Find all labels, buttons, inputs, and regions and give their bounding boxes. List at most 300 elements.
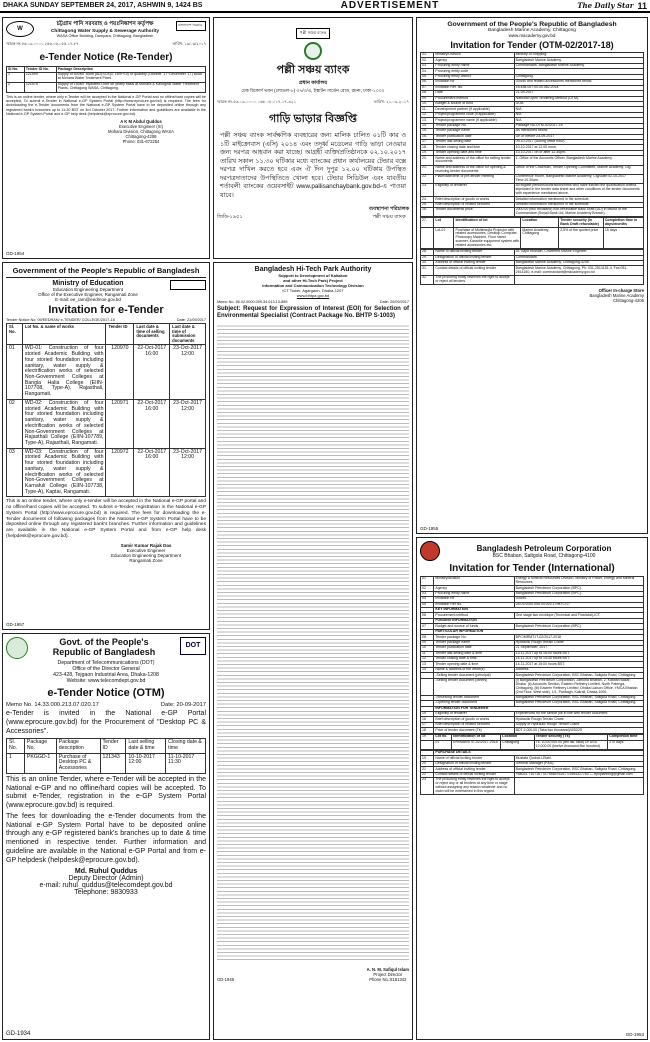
table-cell: 22-Oct-2017 16:00 [134,345,170,399]
moe-sign-name: Samir Kumar Rajak Das [120,542,172,548]
table-row [421,728,644,733]
htpa-date: Date: 20/09/2017 [379,300,409,304]
telecom-ad [2,633,210,1040]
wasa-bn-title: চট্টগ্রাম পানি সরবরাহ ও পয়ঃনিষ্কাশন কর্তৃপক্ষ [56,21,154,27]
table-cell: 08. [421,91,434,96]
wasa-date: তারিখ: ১৯/০৯/২০১৭ [172,42,206,46]
table-cell: The procuring entity reserves the right to accept or reject any or all tenders at any time or stage without assigning any reason whatever and no claim will be entertained in this regard. [434,778,514,795]
table-cell: PARTICULAR INFORMATION [434,629,644,634]
table-header: Lot No. & name of works [22,324,106,345]
wasa-logo-icon: W [6,21,34,37]
mma-title: Invitation for Tender (OTM-02/2017-18) [450,40,614,50]
table-header: Tender security (in Bank Draft refundable) [559,218,604,228]
table-cell: Place/date/time of pre-tender meeting [434,174,514,183]
table-cell: Commandant. [514,255,643,260]
palli-name: পল্লী সঞ্চয় ব্যাংক [276,64,350,76]
wasa-address: WASA Office Building, Dampara, Chittagong, Bangladesh [56,34,154,38]
table-cell: Brief description of related services [434,202,514,207]
table-header: Location [521,218,559,228]
bpc-lot-table [420,734,644,750]
palli-ad [213,17,413,259]
table-cell: Conference Room, Bangladesh Marine Academy, Ctg/Date:02-10-2017 Time:10.30am. [514,174,643,183]
table-cell: Bangladesh Petroleum Corporation, BSC Bhaban, Saltgola Road, Chittagong. [514,695,643,700]
table-cell: Procurement method [434,96,514,101]
table-cell: 20. [421,156,434,165]
table-cell: 15 days [603,228,643,249]
table-header: Tender ID [106,324,134,345]
table-cell: 1 [7,753,25,773]
wasa-sign-name: A K M Abdul Quddus [120,119,162,125]
table-cell: 25. [421,202,434,207]
table-cell: 120970 [106,345,134,399]
table-cell: Bangladesh Petroleum Corporation (BPC). [514,591,643,596]
table-cell: Development partner (if applicable) [434,107,514,112]
table-cell: Ministry/division [434,577,514,586]
htpa-sub4: ICT Tower, Agargaon, Dhaka-1207 [282,288,344,293]
table-cell: 09 [421,640,434,645]
table-cell: Ministry/Division [434,53,514,58]
table-cell: 02 [7,399,23,448]
table-row [421,577,644,586]
table-cell: WD-01: Construction of four storied Academic Building with four storied foundation including sanitary, water supply & electrification works of selected Non-Government Colleges at Bangla Halia College (EIIN-107708, Type-A), Rajasthali, Rangamati. [22,345,106,399]
table-cell: 14-11-2017 at 15:00 hours BST. [514,662,643,667]
table-cell: Tender package name [434,129,514,134]
table-cell: FUNDING INFORMATION [434,618,644,623]
table-cell: Bangladesh Marine Academy, Chittagong, Ph: 031-2514151-4, Fax:031-2514180, e-mail: commandant@macademy.gov.bd [514,266,643,275]
table-cell: N/A [514,112,643,117]
mma-lot-table [420,217,644,249]
table-cell: N/A [514,107,643,112]
table-cell: Contact details of official inviting tender [434,266,514,275]
table-cell: Goods and related accessories mentioned below. [514,80,643,85]
htpa-sub3: Information and Communication Technology Division [262,283,364,288]
telecom-dept: Department of Telecommunications (DOT) [57,660,155,666]
telecom-memo: Memo No. 14.33.000.213.07.020.17 [6,702,99,708]
table-cell: 15. [421,129,434,134]
table-cell: Goods. [514,597,643,602]
table-cell: Tk. 10,00,000.00 (ten lac Taka) Or USD 12,000.00 (twelve thousand five hundred) [534,740,608,749]
table-row [421,275,644,284]
telecom-sign-title: Deputy Director (Admin) [68,875,144,883]
table-cell: PURCHASE DETAILS [434,750,644,755]
telecom-gd: GD-1934 [6,1031,31,1037]
table-row [7,753,206,773]
table-cell: 18.458.007.00.00.082.2014 [514,85,643,90]
bangladesh-emblem-icon [6,637,28,659]
table-header: Package Description [56,67,205,73]
table-row [421,740,644,749]
table-cell: 121599 [24,72,56,82]
table-cell: 23. [421,184,434,197]
mma-sign-label: Officer In-charge Store [598,288,644,294]
wasa-table [6,66,206,93]
table-cell [421,740,434,749]
table-header: Identification of lot [452,734,501,740]
table-cell: Procuring entity name [434,63,514,68]
table-header: Tender ID No. [24,67,56,73]
table-cell: Tender package name [434,640,514,645]
table-row [421,778,644,795]
table-cell: Price of tender document (Tk) [434,728,514,733]
table-cell: Project/programme code (if applicable) [434,112,514,117]
table-cell: 27. [421,218,434,228]
palli-slogan-box: পল্লী সঞ্চয় ব্যাংক [296,28,331,39]
table-header: Sl No. [7,67,25,73]
telecom-web: Website: www.telecomdept.gov.bd [66,678,146,684]
telecom-office: Office of the Director General [72,666,140,672]
table-row [421,228,644,249]
table-row [421,678,644,695]
moe-table [6,323,206,497]
palli-sign: ব্যবস্থাপনা পরিচালক [369,206,409,212]
table-cell: 19. [421,150,434,155]
table-cell: Procuring entity code [434,69,514,74]
wasa-memo: স্মারক নং-৪৬.০৯.০০০০.২৫৬.০৬.০৫৫.১৭-৮৭ [6,42,79,46]
table-cell: 23-Oct-2017 12:00 [170,399,206,448]
wasa-ad [2,17,210,259]
wasa-sign-dept: Mohara Division, Chittagong WASA [108,129,174,135]
table-cell: 31. [421,266,434,275]
bangla-label-box: বাংলাদেশ সরকার [176,21,206,31]
telecom-addr: 423-428, Tejgaon Industrial Area, Dhaka-1208 [53,672,159,678]
palli-address: চেক রিকোর্স ভবন (লেভেল-৮) ৩৭/৩/এ, ইস্কাটন গার্ডেন রোড, রমনা, ঢাকা-১০০০ [241,88,385,93]
table-cell: Name & address of the office(s) [434,667,514,672]
moe-title: Invitation for e-Tender [48,304,164,316]
table-cell: 20 [421,761,434,766]
table-cell: Tender opening date and time [434,150,514,155]
table-cell: Bangladesh Marine Academy, Chittagong-4206. [514,261,643,266]
table-cell: 01 [7,345,23,399]
table-cell: 14. [421,123,434,128]
table-cell: 23-Oct-2017 12:00 [170,345,206,399]
moe-email: E-mail: ee_ram@eedmoe.gov.bd [55,297,121,302]
table-row [421,156,644,165]
table-cell: 19 [421,734,434,740]
table-row [7,399,206,448]
table-header: Identification of lot [454,218,521,228]
table-cell: Designation of official inviting tender [434,255,514,260]
bpc-org: Bangladesh Petroleum Corporation [476,543,612,553]
table-cell: Address of official inviting tender [434,261,514,266]
table-cell: 13 [421,662,434,667]
palli-sign2: পল্লী সঞ্চয় ব্যাংক [372,214,406,220]
table-cell: 2.5% of the quoted price [559,228,604,249]
mma-table [420,52,644,217]
mma-sign-city: Chittagong-4206 [613,298,644,304]
table-cell: One stage two envelope (Technical and Financial)-ICT. [514,613,643,618]
table-cell: 15 [421,712,434,717]
htpa-ad [213,262,413,1040]
table-cell: Hydraulic Rough Terrain Crane. [514,640,643,645]
dot-logo-icon: DOT [180,637,206,655]
table-cell: Brief description of goods or works [434,197,514,202]
table-cell: Chittagong [501,740,534,749]
moe-gov: Government of the People's Republic of Bangladesh [12,266,200,275]
telecom-gov: Govt. of the People's [59,637,149,647]
table-cell: Bangladesh Petroleum Corporation (BPC). [514,586,643,591]
table-cell: Agency [434,586,514,591]
table-cell: Package No-OTM-02/2017-18 [514,123,643,128]
moe-office: Office of the Executive Engineer, Rangamati Zone [38,292,138,297]
telecom-title: e-Tender Notice (OTM) [47,687,165,699]
table-cell: 02 [421,586,434,591]
table-cell: 26. [421,208,434,217]
table-cell [514,778,643,795]
page-header [0,0,650,13]
table-cell: Budget and source of funds [434,624,514,629]
table-cell: (i) Bangladesh Petroleum Corporation, Jamuna Bhaban, 2, Karwan Bazar, Dhaka. (ii) Accounts Section, Eastern Refinery Limited, North Patenga, Chittagong. (iii) Eastern Refinery Limited, Dhaka Liaison Office, YMCA Bhaban (2nd Floor, West side), 1/1, Paribagh, Kakrail, Dhaka-1000. [514,678,643,695]
table-cell: Office of the Chairman, Tender Opening Committee, Marine Academy, Ctg. [514,165,643,174]
table-cell: Agency [434,58,514,63]
table-cell: 10 [421,646,434,651]
table-cell: 121575 [24,82,56,92]
table-cell: 270 days [608,740,644,749]
table-cell: 12. [421,112,434,117]
table-cell: -Selling tender document (principal) [434,673,514,678]
table-cell: 05. [421,74,434,79]
htpa-web: www.bhtpa.gov.bd [296,293,330,298]
table-header: Lot [434,218,454,228]
table-cell: KEY INFORMATION [434,608,644,613]
table-cell: -Receiving tender document [434,695,514,700]
table-cell: Eligibility of tenderer [434,712,514,717]
table-header: Last date & time of selling documents [134,324,170,345]
header-dateline: DHAKA SUNDAY SEPTEMBER 24, 2017, ASHWIN 9, 1424 BS [3,2,203,9]
table-cell: Invitation Ref. No. [434,85,514,90]
table-cell: 1. Office of the Accounts Officer, Bangladesh Marine Academy. [514,156,643,165]
htpa-sign-title: Project Director [373,972,403,978]
table-cell: All eligible persons/contractors/firms who have fulfilled the qualification criteria stipulated in the tender data sheet and other conditions of the tender documents with experience mentioned above. [514,184,643,197]
table-cell [421,678,434,695]
htpa-body-filler [217,323,409,963]
table-header: Tender security (Tk) [534,734,608,740]
table-cell: 04. [421,69,434,74]
table-cell: Contact details of official inviting tender [434,772,514,777]
table-cell: 18 [421,728,434,733]
telecom-body2: The fees for downloading the e-Tender documents from the National e-GP System Portal have to be deposited online through any e-GP registered bank's branches up to date & time mentioned in respective tender. Further information and guideline are available in the National e-GP Portal and from e-GP helpdesk (helpdesk@eprocure.gov.bd). [6,812,206,864]
htpa-subject: Subject: Request for Expression of Interest (EOI) for Selection of Environmental Specialist (Contract Package No. BHTP S-1003) [217,306,409,320]
table-cell: Invitation for [434,80,514,85]
table-row [421,266,644,275]
telecom-intro: e-Tender is invited in the National e-GP Portal (www.eprocure.gov.bd) for the Procurement of "Desktop PC & Accessories". [6,710,206,735]
table-cell: Name of official inviting tender [434,756,514,761]
htpa-gd: GD-1949 [217,977,234,983]
table-cell: 05 [421,602,434,607]
table-cell: Tender documents price [434,208,514,217]
moe-sign-zone: Rangamati Zone [129,557,163,563]
table-cell: 18. [421,145,434,150]
moe-date: Date: 21/09/2017 [176,318,206,322]
table-cell: Supply of 500MT Alum (Al2(SO4)3, 16%+Ol) or quantity (October '17~December '17) stock at Mohara Water Treatment Plant. [56,72,205,82]
htpa-org: Bangladesh Hi-Tech Park Authority [254,266,372,273]
table-cell: Commandant, Bangladesh Marine Academy. [514,63,643,68]
table-cell: 24. [421,197,434,202]
table-cell: Dr. Sajid Hussain, Chartered Marine Engineer. [514,250,643,255]
moe-slogan-box [170,280,206,290]
palli-memo: স্মারক নং-৫৩.০৯.০০০০.০৬৮.০৮.০১৭.১৭-৩২১ [217,99,296,104]
table-row [7,448,206,497]
table-row [421,208,644,217]
palli-logo-icon [304,42,322,60]
table-header: Lot no. [434,734,452,740]
table-cell: Invitation Ref No. [434,602,514,607]
table-cell: 07. [421,85,434,90]
moe-ref: Tender Notice No: 09/EEDRAN/ e-TENDER/ COLLEGE/2017-18 [6,318,115,322]
table-cell: Designation of official inviting tender [434,761,514,766]
table-cell: -Selling tender document (others) [434,678,514,695]
table-cell: 22-Oct-2017 16:00 [134,399,170,448]
bpc-logo-icon [420,541,440,561]
table-cell: 09-10-2017 (During office hour). [514,140,643,145]
table-cell: 120972 [106,448,134,497]
header-section: ADVERTISEMENT [340,0,440,11]
page-number: 11 [637,0,647,11]
table-cell: Mustafa Qudrat-I-Elahi. [514,756,643,761]
table-cell: 08 [421,635,434,640]
table-cell: Tender opening date & time [434,662,514,667]
table-cell: Purchase of Multimedia Projector with related accessories, Desktop Computer, Photocopy Machine, Floor stand scanner, Karaoke equipment system with related accessories etc. [455,227,520,248]
telecom-date: Date: 20-09-2017 [160,702,206,708]
table-cell: 30. [421,261,434,266]
table-row [7,345,206,399]
table-cell: Address [514,667,643,672]
table-cell: 2000.00 (two thousand) non-refundable Bank Draft (DD) in favour of the Commandant (Sonali Bank Ltd, Marine Academy Branch). [514,208,643,217]
table-cell: 2 [7,82,25,92]
table-cell: Tender package No. [434,123,514,128]
table-row [7,72,206,82]
table-cell: 17. [421,140,434,145]
table-cell: BDT 2,000.00 (Taka two thousand)/USD25 [514,728,643,733]
table-header: Completion time in days/months [603,218,643,228]
table-cell: 07 [421,624,434,629]
mma-sign-org: Bangladesh Marine Academy [589,293,644,299]
table-cell: 10-10-2017 at 12.00 noon. [514,145,643,150]
wasa-sign-title: Executive Engineer (XI) [119,124,163,130]
bpc-gd: GD-1953 [625,1032,644,1037]
table-cell: 23-Oct-2017 12:00 [170,448,206,497]
table-cell: 10. [421,101,434,106]
moe-gd: GD-1957 [6,622,25,627]
table-cell: Name and address of the office for opening & receiving tender documents [434,165,514,174]
table-cell: 17 [421,722,434,727]
table-cell: Eligibility of tenderer [434,184,514,197]
table-cell: Experienced for the similar job in line with tender document. [514,712,643,717]
table-cell: Procuring entity district [434,74,514,79]
table-cell: Procurement method [434,613,514,618]
table-cell [514,275,643,284]
bpc-table [420,576,644,734]
table-cell: 10-10-2017 12:00 [126,753,166,773]
newspaper-logo: The Daily Star [577,1,634,10]
table-cell: 16 [421,717,434,722]
table-cell: Purchase of Desktop PC & Accessories [56,753,100,773]
table-cell: Detailed information mentioned in the schedule. [514,197,643,202]
telecom-table [6,738,206,774]
telecom-email: e-mail: ruhul_quddus@telecomdept.gov.bd [39,882,173,890]
table-cell: 06. [421,80,434,85]
table-cell: Tender publication date [434,134,514,139]
table-cell: 22-Oct-2017 16:00 [134,448,170,497]
table-cell: Hydraulic Rough Terrain Crane. [514,717,643,722]
table-cell: Tender last selling date [434,140,514,145]
table-cell: 121343 [100,753,126,773]
table-cell: 29. [421,255,434,260]
table-cell: 32. [421,275,434,284]
wasa-title: e-Tender Notice (Re-Tender) [39,52,173,63]
table-cell: 19 [421,756,434,761]
wasa-sign-phone: Phone: 031-672254 [122,139,160,145]
table-cell: Supply of Hydraulic Rough Terrain Crane. [514,722,643,727]
table-cell: 12 [421,656,434,661]
table-cell: General Manager (P&D). [514,761,643,766]
table-row [421,174,644,183]
moe-body: This is an online tender, where only e-tender will be accepted in the National e-GP portal and no offline/hard copies will be accepted. To submit e-Tender, registration in the National e-GP System Portal (http://www.eprocure.gov.bd) is required. The fees for downloading the e-Tender documents of following packages from the National e-GP System Portal have to be deposited online through any registered bank's branches. Further information and guidelines are available in the National e-GP System Portal and from e-GP help desk (helpdesk@eprocure.gov.bd). [6,499,206,539]
table-cell: 11. [421,107,434,112]
telecom-gov2: Republic of Bangladesh [52,647,156,657]
table-cell: 21 [421,767,434,772]
table-cell: 22. [421,174,434,183]
table-cell: +88031 710716 / 01755657626 / 01554317763 — bpcplanning@gmail.com [514,772,643,777]
table-header: Sl. No. [7,324,23,345]
table-cell: Bangladesh Petroleum Corporation, BSC Bhaban, Saltgola Road, Chittagong. [514,767,643,772]
table-cell: Bangladesh Marine Academy. [514,58,643,63]
table-header: Package description [56,739,100,753]
table-cell: 01 [434,740,452,749]
htpa-sub2: and other Hi-Tech Park) Project [283,278,343,283]
table-row [421,165,644,174]
telecom-sign-name: Md. Ruhul Quddus [74,868,138,876]
table-cell: -Opening tender document [434,701,514,706]
moe-dept: Education Engineering Department [52,287,124,292]
table-cell: 11 [421,651,434,656]
table-cell: 1 [7,72,25,82]
table-header: Tender ID [100,739,126,753]
table-cell: On or before 24-09-2017 [514,134,643,139]
mma-table-2 [420,249,644,285]
table-cell: 02. [421,58,434,63]
htpa-sign-phone: Phone No.:8181342 [369,977,407,983]
moe-ad [2,262,210,630]
table-cell: Address of official inviting tender [434,767,514,772]
table-row [421,184,644,197]
table-cell: As mentioned below. [514,129,643,134]
mma-academy: Bangladesh Marine Academy, Chittagong [488,28,576,33]
table-cell: Budget & source of fund [434,101,514,106]
table-cell: Tender package No. [434,635,514,640]
table-cell: 28. [421,250,434,255]
table-header: Last date & time of submission documents [170,324,206,345]
table-header: Location [501,734,534,740]
wasa-sign-city: Chittagong-4206 [125,134,157,140]
table-cell: 16. [421,134,434,139]
table-cell: BPC/MRMT-IT-02/2017-2018 [514,635,643,640]
table-cell: 11-10-2017 11:30 [166,753,206,773]
bpc-title: Invitation for Tender (International) [449,563,615,574]
table-cell: Energy & Mineral Resources Division, Ministry of Power, Energy and Mineral Resources. [514,577,643,586]
table-cell: 03. [421,63,434,68]
table-cell: 01 [421,577,434,586]
table-cell: Invitation for [434,597,514,602]
table-header: Last selling date & time [126,739,166,753]
table-cell: Marine Academy, Chittagong [521,228,559,249]
table-cell: Name of official inviting tender [434,250,514,255]
table-cell: The procuring entity reserves the right to accept or reject all tenders. [434,275,514,284]
moe-sign-dept: Education Engineering Department [110,552,182,558]
table-header: Sl. No. [7,739,25,753]
table-cell: Ministry of Shipping. [514,53,643,58]
table-cell: 09. [421,96,434,101]
table-cell: Supply of 150MT Hydrated Lime on yearly basis at Mohara & Kalurghat Water Treatment Plants, Chittagong WASA, Chittagong. [56,82,205,92]
